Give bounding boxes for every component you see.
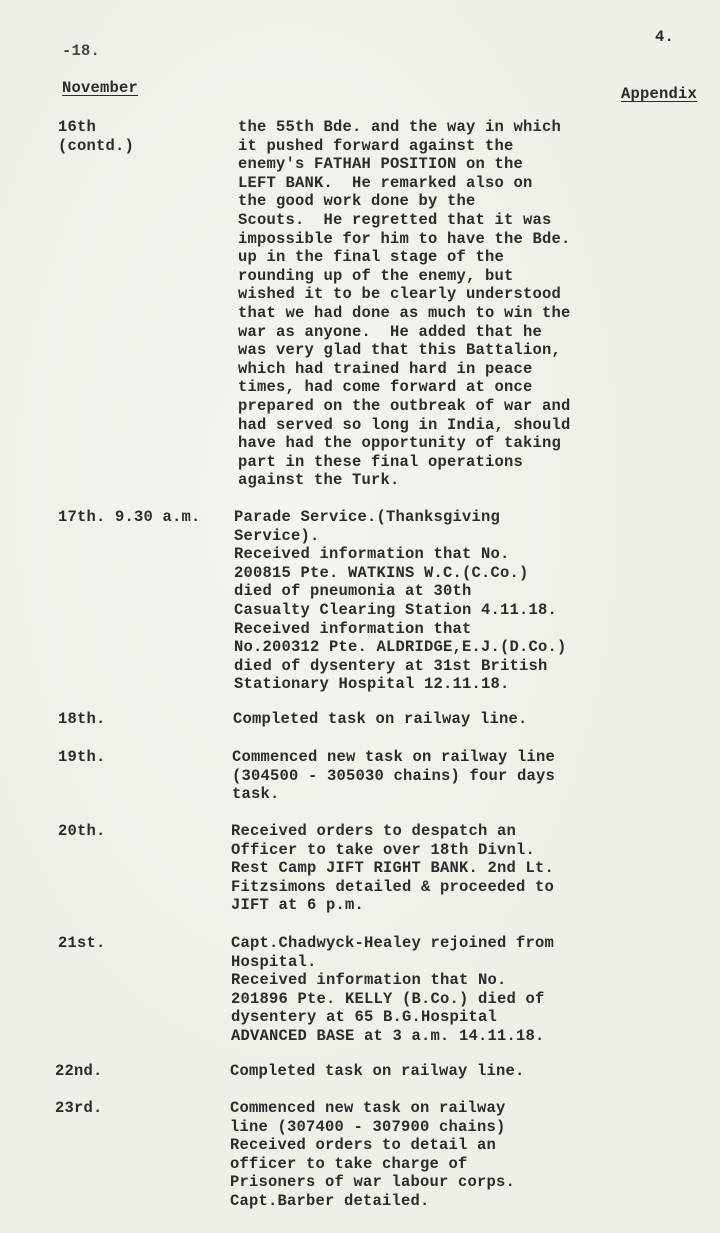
entry-text: Commenced new task on railway line (304500 - 305030 chains) four days task. bbox=[232, 748, 556, 804]
entry-text: Completed task on railway line. bbox=[233, 710, 528, 728]
entry-date: 20th. bbox=[58, 822, 106, 840]
year-fragment: -18. bbox=[62, 42, 101, 60]
entry-date: 19th. bbox=[58, 748, 106, 766]
month-heading: November bbox=[62, 79, 139, 97]
entry-date: 17th. 9.30 a.m. bbox=[58, 508, 201, 526]
entry-date: 21st. bbox=[58, 934, 106, 952]
appendix-heading: Appendix bbox=[621, 85, 698, 103]
entry-text: Commenced new task on railway line (307400 - 307900 chains) Received orders to detail an officer to take charge of Prisoners of war labour corps. Capt.Barber detailed. bbox=[230, 1099, 516, 1210]
entry-text: Completed task on railway line. bbox=[230, 1062, 525, 1080]
page-number: 4. bbox=[655, 28, 675, 46]
entry-text: Received orders to despatch an Officer to take over 18th Divnl. Rest Camp JIFT RIGHT BANK. 2nd Lt. Fitzsimons detailed & proceeded to JIFT at 6 p.m. bbox=[231, 822, 555, 915]
entry-date: 22nd. bbox=[55, 1062, 103, 1080]
entry-date: 18th. bbox=[58, 710, 106, 728]
entry-text: the 55th Bde. and the way in which it pushed forward against the enemy's FATHAH POSITION on the LEFT BANK. He remarked also on the good work done by the Scouts. He regretted that it was impossible for him to have the Bde. up in the final stage of the rounding up of the enemy, but wished it to be clearly understood that we had done as much to win the war as anyone. He added that he was very glad that this Battalion, which had trained hard in peace times, had come forward at once prepared on the outbreak of war and had served so long in India, should have had the opportunity of taking part in these final operations against the Turk. bbox=[238, 118, 571, 490]
entry-text: Capt.Chadwyck-Healey rejoined from Hospital. Received information that No. 201896 Pte. KELLY (B.Co.) died of dysentery at 65 B.G.Hospital ADVANCED BASE at 3 a.m. 14.11.18. bbox=[231, 934, 555, 1045]
entry-text: Parade Service.(Thanksgiving Service). Received information that No. 200815 Pte. WATKINS W.C.(C.Co.) died of pneumonia at 30th Casualty Clearing Station 4.11.18. Received information that No.200312 Pte. ALDRIDGE,E.J.(D.Co.) died of dysentery at 31st British Stationary Hospital 12.11.18. bbox=[234, 508, 567, 694]
entry-date: 16th (contd.) bbox=[58, 118, 135, 155]
entry-date: 23rd. bbox=[55, 1099, 103, 1117]
